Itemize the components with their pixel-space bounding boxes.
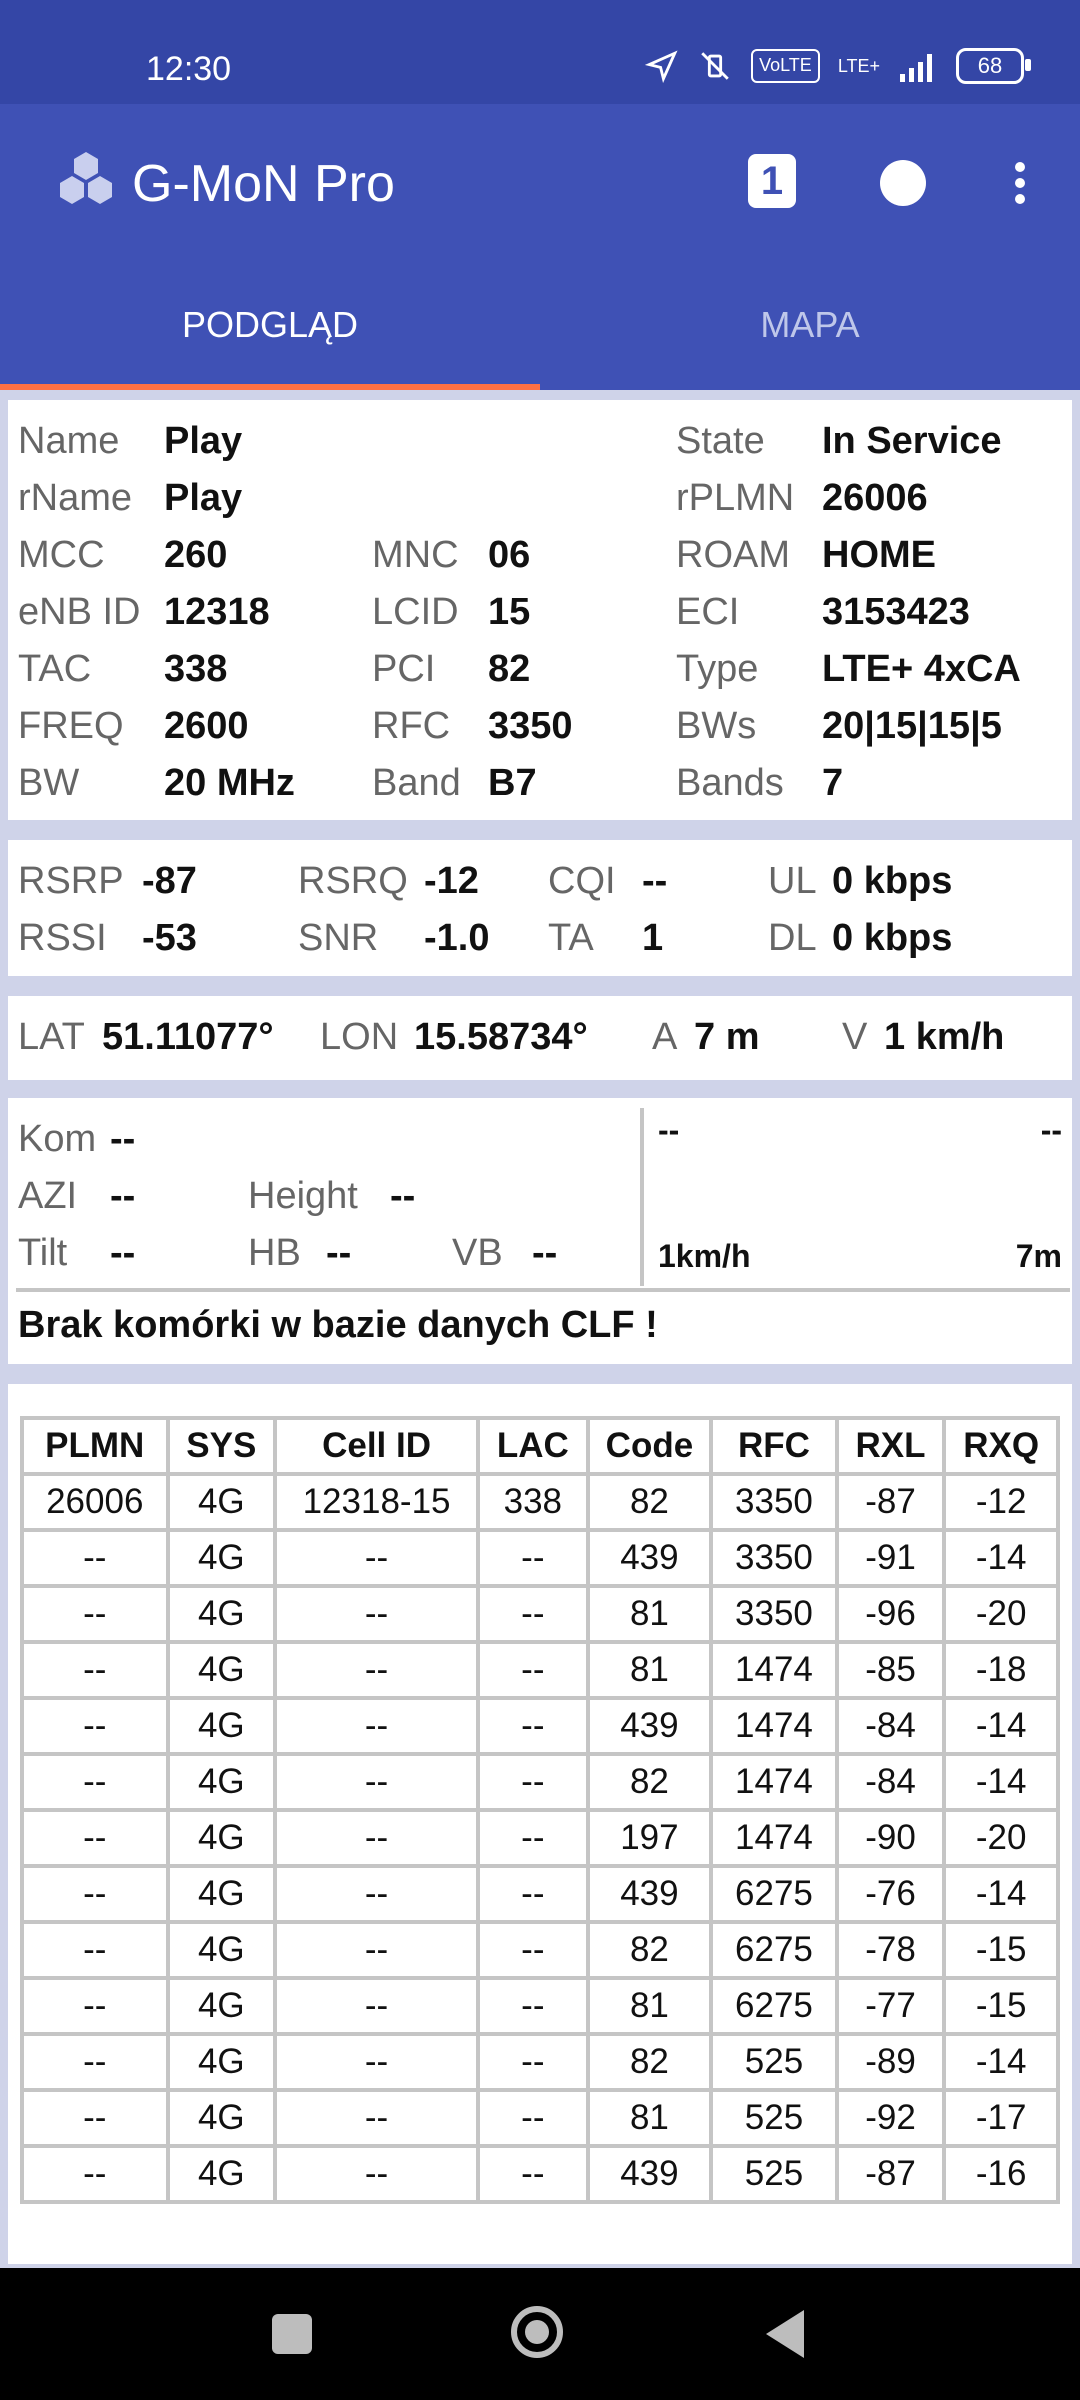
lcid-value: 15 xyxy=(488,591,531,633)
neighbor-table-card xyxy=(8,1384,1072,2264)
hb-value: -- xyxy=(326,1232,352,1274)
table-cell: 82 xyxy=(588,2034,712,2090)
enb-value: 12318 xyxy=(164,591,270,633)
more-options-icon[interactable] xyxy=(1010,156,1030,216)
table-cell: 439 xyxy=(588,1866,712,1922)
table-cell: -- xyxy=(22,1530,168,1586)
bws-label: BWs xyxy=(676,705,757,747)
bands-value: 7 xyxy=(822,762,844,804)
table-cell: -- xyxy=(22,1866,168,1922)
snr-value: -1.0 xyxy=(424,917,490,959)
speed-value: 1 km/h xyxy=(884,1016,1005,1058)
table-row xyxy=(22,1754,1058,1810)
table-cell: -- xyxy=(22,1698,168,1754)
table-cell: -20 xyxy=(944,1810,1058,1866)
home-button[interactable] xyxy=(511,2306,563,2358)
table-cell: -84 xyxy=(837,1698,945,1754)
app-logo-icon xyxy=(50,148,122,220)
table-cell: 4G xyxy=(168,1642,276,1698)
vibrate-icon xyxy=(697,49,733,83)
mnc-value: 06 xyxy=(488,534,531,576)
table-cell: -14 xyxy=(944,2034,1058,2090)
table-cell: -- xyxy=(22,1978,168,2034)
horizontal-divider xyxy=(16,1288,1070,1292)
band-label: Band xyxy=(372,762,461,804)
table-cell: -- xyxy=(22,1642,168,1698)
table-cell: -- xyxy=(275,1810,478,1866)
state-value: In Service xyxy=(822,420,1002,462)
table-cell: -- xyxy=(22,1922,168,1978)
ul-value: 0 kbps xyxy=(832,860,953,902)
table-cell: -- xyxy=(478,1586,588,1642)
table-cell: 439 xyxy=(588,1530,712,1586)
table-cell: 1474 xyxy=(711,1642,836,1698)
column-header: SYS xyxy=(168,1418,276,1474)
azi-value: -- xyxy=(110,1175,136,1217)
mcc-value: 260 xyxy=(164,534,228,576)
tilt-label: Tilt xyxy=(18,1232,68,1274)
table-cell: -- xyxy=(22,2034,168,2090)
column-header: Cell ID xyxy=(275,1418,478,1474)
table-cell: 6275 xyxy=(711,1866,836,1922)
freq-value: 2600 xyxy=(164,705,249,747)
table-cell: 4G xyxy=(168,1978,276,2034)
table-cell: -18 xyxy=(944,1642,1058,1698)
table-row xyxy=(22,1978,1058,2034)
cell-info-card xyxy=(8,400,1072,820)
name-value: Play xyxy=(164,420,243,462)
column-header: Code xyxy=(588,1418,712,1474)
table-cell: 525 xyxy=(711,2034,836,2090)
bw-label: BW xyxy=(18,762,80,804)
bws-value: 20|15|15|5 xyxy=(822,705,1002,747)
mnc-label: MNC xyxy=(372,534,459,576)
table-cell: 439 xyxy=(588,2146,712,2202)
table-cell: -- xyxy=(275,2146,478,2202)
table-cell: -91 xyxy=(837,1530,945,1586)
lat-label: LAT xyxy=(18,1016,85,1058)
map-top-left-value: -- xyxy=(658,1112,680,1148)
table-cell: -15 xyxy=(944,1978,1058,2034)
type-label: Type xyxy=(676,648,759,690)
table-cell: 81 xyxy=(588,2090,712,2146)
table-cell: -14 xyxy=(944,1754,1058,1810)
table-cell: -- xyxy=(22,2146,168,2202)
lon-value: 15.58734° xyxy=(414,1016,588,1058)
map-distance-value: 7m xyxy=(1015,1238,1062,1274)
rplmn-label: rPLMN xyxy=(676,477,795,519)
table-cell: 4G xyxy=(168,1866,276,1922)
table-cell: 4G xyxy=(168,1586,276,1642)
vb-value: -- xyxy=(532,1232,558,1274)
table-cell: -- xyxy=(478,1642,588,1698)
freq-label: FREQ xyxy=(18,705,124,747)
table-cell: -90 xyxy=(837,1810,945,1866)
neighbor-table xyxy=(20,1416,1060,2204)
table-cell: 4G xyxy=(168,2090,276,2146)
table-cell: -87 xyxy=(837,1474,945,1530)
dl-value: 0 kbps xyxy=(832,917,953,959)
table-cell: 1474 xyxy=(711,1698,836,1754)
record-button[interactable] xyxy=(880,160,926,206)
table-cell: -- xyxy=(478,1810,588,1866)
table-cell: -77 xyxy=(837,1978,945,2034)
bands-label: Bands xyxy=(676,762,784,804)
ta-value: 1 xyxy=(642,917,664,959)
signal-card xyxy=(8,840,1072,976)
table-cell: -16 xyxy=(944,2146,1058,2202)
table-cell: -85 xyxy=(837,1642,945,1698)
table-cell: -- xyxy=(275,1642,478,1698)
band-value: B7 xyxy=(488,762,537,804)
table-body xyxy=(22,1474,1058,2202)
map-speed-value: 1km/h xyxy=(658,1238,751,1274)
type-value: LTE+ 4xCA xyxy=(822,648,1021,690)
rssi-label: RSSI xyxy=(18,917,107,959)
table-cell: 4G xyxy=(168,2146,276,2202)
accuracy-value: 7 m xyxy=(694,1016,760,1058)
table-cell: -- xyxy=(275,1698,478,1754)
location-card xyxy=(8,996,1072,1080)
table-cell: 525 xyxy=(711,2090,836,2146)
rname-value: Play xyxy=(164,477,243,519)
nav-bar xyxy=(0,2268,1080,2400)
table-cell: 12318-15 xyxy=(275,1474,478,1530)
status-time: 12:30 xyxy=(146,50,232,88)
table-cell: 6275 xyxy=(711,1978,836,2034)
rsrq-value: -12 xyxy=(424,860,479,902)
sim-select-button[interactable]: 1 xyxy=(748,154,796,208)
column-header: RXQ xyxy=(944,1418,1058,1474)
table-cell: -17 xyxy=(944,2090,1058,2146)
table-cell: 82 xyxy=(588,1754,712,1810)
table-cell: -- xyxy=(478,1754,588,1810)
table-cell: 81 xyxy=(588,1586,712,1642)
pci-value: 82 xyxy=(488,648,531,690)
table-header-row xyxy=(22,1418,1058,1474)
battery-icon: 68 xyxy=(956,48,1024,84)
table-cell: 1474 xyxy=(711,1810,836,1866)
table-row xyxy=(22,1530,1058,1586)
tab-podglad[interactable]: PODGLĄD xyxy=(181,304,359,345)
table-cell: -- xyxy=(478,1866,588,1922)
table-cell: -- xyxy=(275,1866,478,1922)
vertical-divider xyxy=(640,1108,644,1286)
table-cell: -- xyxy=(478,2146,588,2202)
rsrp-value: -87 xyxy=(142,860,197,902)
vb-label: VB xyxy=(452,1232,503,1274)
table-cell: -14 xyxy=(944,1866,1058,1922)
tac-value: 338 xyxy=(164,648,228,690)
height-label: Height xyxy=(248,1175,358,1217)
roam-value: HOME xyxy=(822,534,936,576)
eci-value: 3153423 xyxy=(822,591,970,633)
table-row xyxy=(22,2034,1058,2090)
app-bar xyxy=(0,104,1080,259)
table-cell: -96 xyxy=(837,1586,945,1642)
table-cell: -12 xyxy=(944,1474,1058,1530)
table-row xyxy=(22,1474,1058,1530)
table-cell: -- xyxy=(275,1754,478,1810)
table-cell: 82 xyxy=(588,1922,712,1978)
table-cell: -89 xyxy=(837,2034,945,2090)
tab-mapa[interactable]: MAPA xyxy=(760,304,860,345)
table-cell: 197 xyxy=(588,1810,712,1866)
table-row xyxy=(22,1586,1058,1642)
table-cell: 338 xyxy=(478,1474,588,1530)
lcid-label: LCID xyxy=(372,591,459,633)
table-cell: 4G xyxy=(168,1474,276,1530)
table-cell: -- xyxy=(22,1810,168,1866)
lat-value: 51.11077° xyxy=(102,1016,274,1058)
kom-label: Kom xyxy=(18,1118,97,1160)
table-row xyxy=(22,2090,1058,2146)
table-row xyxy=(22,1866,1058,1922)
accuracy-label: A xyxy=(652,1016,678,1058)
app-title: G-MoN Pro xyxy=(132,155,395,213)
lon-label: LON xyxy=(320,1016,399,1058)
column-header: RFC xyxy=(711,1418,836,1474)
dl-label: DL xyxy=(768,917,817,959)
tilt-value: -- xyxy=(110,1232,136,1274)
cqi-label: CQI xyxy=(548,860,616,902)
network-type: LTE+ xyxy=(837,55,880,76)
back-button[interactable] xyxy=(766,2310,804,2358)
column-header: LAC xyxy=(478,1418,588,1474)
snr-label: SNR xyxy=(298,917,379,959)
tac-label: TAC xyxy=(18,648,92,690)
table-cell: -15 xyxy=(944,1922,1058,1978)
table-cell: -- xyxy=(478,1922,588,1978)
table-cell: -14 xyxy=(944,1530,1058,1586)
table-cell: -76 xyxy=(837,1866,945,1922)
rfc-label: RFC xyxy=(372,705,451,747)
table-cell: 26006 xyxy=(22,1474,168,1530)
enb-label: eNB ID xyxy=(18,591,141,633)
rsrp-label: RSRP xyxy=(18,860,124,902)
recents-button[interactable] xyxy=(272,2314,312,2354)
table-cell: -- xyxy=(275,1922,478,1978)
eci-label: ECI xyxy=(676,591,740,633)
rfc-value: 3350 xyxy=(488,705,573,747)
tab-bar xyxy=(0,259,1080,390)
ul-label: UL xyxy=(768,860,817,902)
cqi-value: -- xyxy=(642,860,668,902)
column-header: RXL xyxy=(837,1418,945,1474)
table-cell: 1474 xyxy=(711,1754,836,1810)
table-cell: 6275 xyxy=(711,1922,836,1978)
azi-label: AZI xyxy=(18,1175,78,1217)
table-cell: -92 xyxy=(837,2090,945,2146)
table-cell: 4G xyxy=(168,1922,276,1978)
table-row xyxy=(22,1810,1058,1866)
mcc-label: MCC xyxy=(18,534,105,576)
table-cell: 4G xyxy=(168,1754,276,1810)
name-label: Name xyxy=(18,420,120,462)
table-row xyxy=(22,1698,1058,1754)
table-cell: -- xyxy=(22,2090,168,2146)
table-cell: 82 xyxy=(588,1474,712,1530)
table-cell: -- xyxy=(478,1530,588,1586)
column-header: PLMN xyxy=(22,1418,168,1474)
table-cell: 525 xyxy=(711,2146,836,2202)
table-cell: 439 xyxy=(588,1698,712,1754)
state-label: State xyxy=(676,420,765,462)
table-cell: -20 xyxy=(944,1586,1058,1642)
table-cell: -- xyxy=(275,2034,478,2090)
rplmn-value: 26006 xyxy=(822,477,928,519)
table-cell: 4G xyxy=(168,1530,276,1586)
table-cell: -- xyxy=(275,1586,478,1642)
site-card xyxy=(8,1098,1072,1364)
pci-label: PCI xyxy=(372,648,436,690)
map-top-right-value: -- xyxy=(1040,1112,1062,1148)
location-icon xyxy=(645,49,679,83)
table-cell: 81 xyxy=(588,1642,712,1698)
table-row xyxy=(22,1642,1058,1698)
table-row xyxy=(22,2146,1058,2202)
table-cell: 3350 xyxy=(711,1530,836,1586)
table-cell: -- xyxy=(478,2034,588,2090)
table-cell: -78 xyxy=(837,1922,945,1978)
roam-label: ROAM xyxy=(676,534,790,576)
table-cell: -- xyxy=(275,1530,478,1586)
table-cell: -87 xyxy=(837,2146,945,2202)
tab-indicator xyxy=(0,384,540,390)
table-cell: -- xyxy=(275,2090,478,2146)
table-cell: -- xyxy=(478,1698,588,1754)
rssi-value: -53 xyxy=(142,917,197,959)
status-icons xyxy=(645,48,1024,84)
signal-icon xyxy=(898,50,938,82)
table-cell: 81 xyxy=(588,1978,712,2034)
table-cell: -- xyxy=(22,1754,168,1810)
table-cell: -- xyxy=(275,1978,478,2034)
rsrq-label: RSRQ xyxy=(298,860,408,902)
rname-label: rName xyxy=(18,477,133,519)
hb-label: HB xyxy=(248,1232,301,1274)
table-cell: -- xyxy=(22,1586,168,1642)
bw-value: 20 MHz xyxy=(164,762,295,804)
table-cell: 4G xyxy=(168,2034,276,2090)
table-cell: -14 xyxy=(944,1698,1058,1754)
table-cell: 3350 xyxy=(711,1586,836,1642)
volte-badge: VoLTE xyxy=(751,49,820,83)
height-value: -- xyxy=(390,1175,416,1217)
speed-label: V xyxy=(842,1016,868,1058)
status-bar xyxy=(0,0,1080,104)
ta-label: TA xyxy=(548,917,594,959)
table-cell: 4G xyxy=(168,1810,276,1866)
clf-message: Brak komórki w bazie danych CLF ! xyxy=(18,1304,658,1346)
table-cell: -84 xyxy=(837,1754,945,1810)
table-cell: 3350 xyxy=(711,1474,836,1530)
kom-value: -- xyxy=(110,1118,136,1160)
table-row xyxy=(22,1922,1058,1978)
table-cell: -- xyxy=(478,1978,588,2034)
table-cell: -- xyxy=(478,2090,588,2146)
table-cell: 4G xyxy=(168,1698,276,1754)
